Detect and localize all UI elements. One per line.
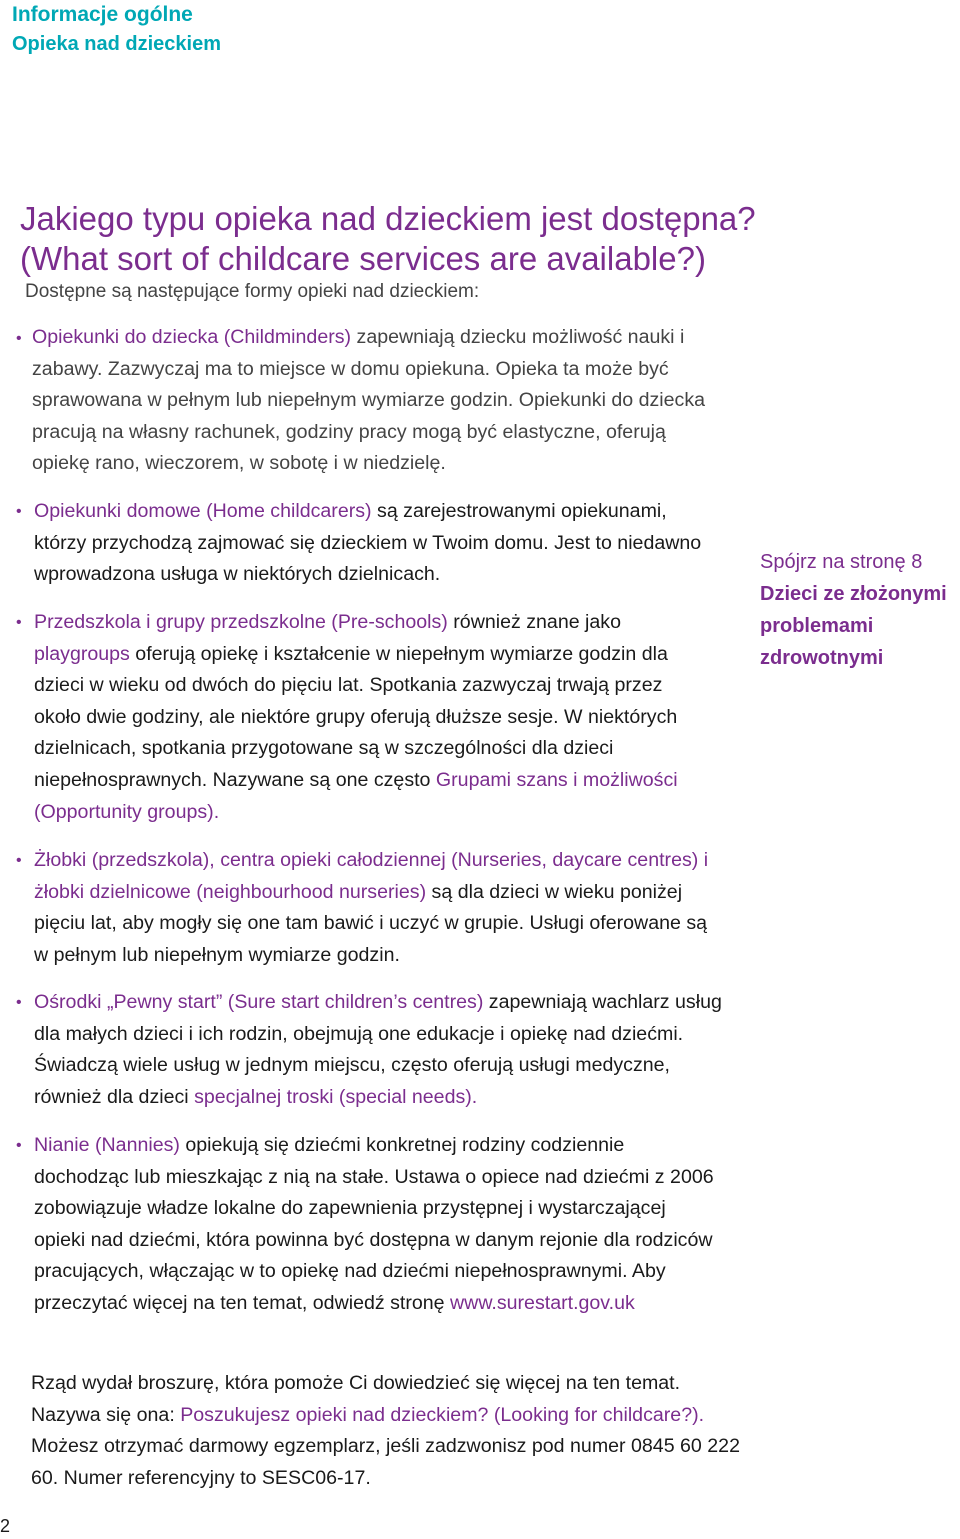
item-term-special-needs: specjalnej troski (special needs). <box>194 1085 478 1108</box>
bullet-icon: • <box>16 994 22 1011</box>
item-text-2: oferują opiekę i kształcenie w niepełnym wymiarze godzin dla dzieci w wieku od dwóch do pięciu lat. Spotkania zazwyczaj trwają przez około dwie godziny, ale niektóre grupy oferują dłuższe sesje. W niektórych dzielnicach, spotkania przygotowane są w szczególności dla dzieci niepełnosprawnych. Nazywane są one często <box>34 642 678 791</box>
list-item-childminders <box>32 322 722 480</box>
closing-paragraph <box>31 1368 751 1494</box>
list-item-nannies <box>34 1130 714 1320</box>
section-title: Informacje ogólne <box>12 3 193 26</box>
item-term-playgroups: playgroups <box>34 642 130 665</box>
sidebar-note <box>760 546 960 674</box>
bullet-icon: • <box>16 852 22 869</box>
bullet-icon: • <box>16 614 22 631</box>
item-term: Opiekunki domowe (Home childcarers) <box>34 500 372 522</box>
item-term: Żłobki (przedszkola), centra opieki całodziennej (Nurseries, daycare centres) i żłobki dzielnicowe (neighbourhood nurseries) <box>34 849 709 903</box>
bullet-icon: • <box>16 1137 22 1154</box>
item-text: są dla dzieci w wieku poniżej pięciu lat, aby mogły się one tam bawić i uczyć w grupie. Usługi oferowane są w pełnym lub niepełnym wymiarze godzin. <box>34 880 708 966</box>
item-text: zapewniają wachlarz usług dla małych dzieci i ich rodzin, obejmują one edukacje i opiekę nad dziećmi. Świadczą wiele usług w jednym miejscu, często oferują usługi medyczne, również dla dzieci <box>34 991 722 1108</box>
closing-text: Rząd wydał broszurę, która pomoże Ci dowiedzieć się więcej na ten temat. Nazywa się ona: <box>31 1372 681 1426</box>
brochure-title: Poszukujesz opieki nad dzieckiem? (Looking for childcare?). <box>180 1403 705 1426</box>
bullet-icon: • <box>16 330 22 347</box>
item-text: są zarejestrowanymi opiekunami, którzy przychodzą zajmować się dzieckiem w Twoim domu. Jest to niedawno wprowadzona usługa w niektórych dzielnicach. <box>34 500 702 586</box>
item-term: Przedszkola i grupy przedszkolne (Pre-schools) <box>34 611 448 633</box>
sidebar-see-page: Spójrz na stronę 8 <box>760 551 923 573</box>
item-term: Opiekunki do dziecka (Childminders) <box>32 326 352 348</box>
item-term-opportunity-groups: Grupami szans i możliwości (Opportunity groups). <box>34 768 678 823</box>
list-item-pre-schools <box>34 607 714 828</box>
list-item-sure-start <box>34 987 734 1113</box>
closing-text-2: Możesz otrzymać darmowy egzemplarz, jeśli zadzwonisz pod numer 0845 60 222 60. Numer referencyjny to SESC06-17. <box>31 1435 740 1489</box>
item-term: Nianie (Nannies) <box>34 1134 180 1156</box>
item-text: opiekują się dziećmi konkretnej rodziny codziennie dochodząc lub mieszkając z nią na stałe. Ustawa o opiece nad dziećmi z 2006 zobowiązuje władze lokalne do zapewnienia przystępnej i wystarczającej opieki nad dziećmi, która powinna być dostępna w danym rejonie dla rodziców pracujących, włączając w to opiekę nad dziećmi niepełnosprawnymi. Aby przeczytać więcej na ten temat, odwiedź stronę <box>34 1134 714 1314</box>
item-text: zapewniają dziecku możliwość nauki i zabawy. Zazwyczaj ma to miejsce w domu opiekuna. Opieka ta może być sprawowana w pełnym lub niepełnym wymiarze godzin. Opiekunki do dziecka pracują na własny rachunek, godziny pracy mogą być elastyczne, oferują opiekę rano, wieczorem, w sobotę i w niedzielę. <box>32 326 706 475</box>
list-item-home-childcarers <box>34 496 724 591</box>
item-text: również znane jako <box>447 611 622 633</box>
item-term: Ośrodki „Pewny start” (Sure start children’s centres) <box>34 991 484 1013</box>
surestart-link[interactable]: www.surestart.gov.uk <box>450 1291 635 1314</box>
page-title-line-2: (What sort of childcare services are available?) <box>20 240 706 277</box>
list-item-nurseries <box>34 845 714 971</box>
bullet-icon: • <box>16 503 22 520</box>
intro-text: Dostępne są następujące formy opieki nad dzieckiem: <box>25 281 480 302</box>
page-number: 2 <box>0 1516 11 1536</box>
subsection-title: Opieka nad dzieckiem <box>12 33 221 55</box>
page-title-line-1: Jakiego typu opieka nad dzieckiem jest dostępna? <box>20 200 756 237</box>
page-title <box>20 199 840 279</box>
sidebar-topic: Dzieci ze złożonymi problemami zdrowotnymi <box>760 583 947 669</box>
